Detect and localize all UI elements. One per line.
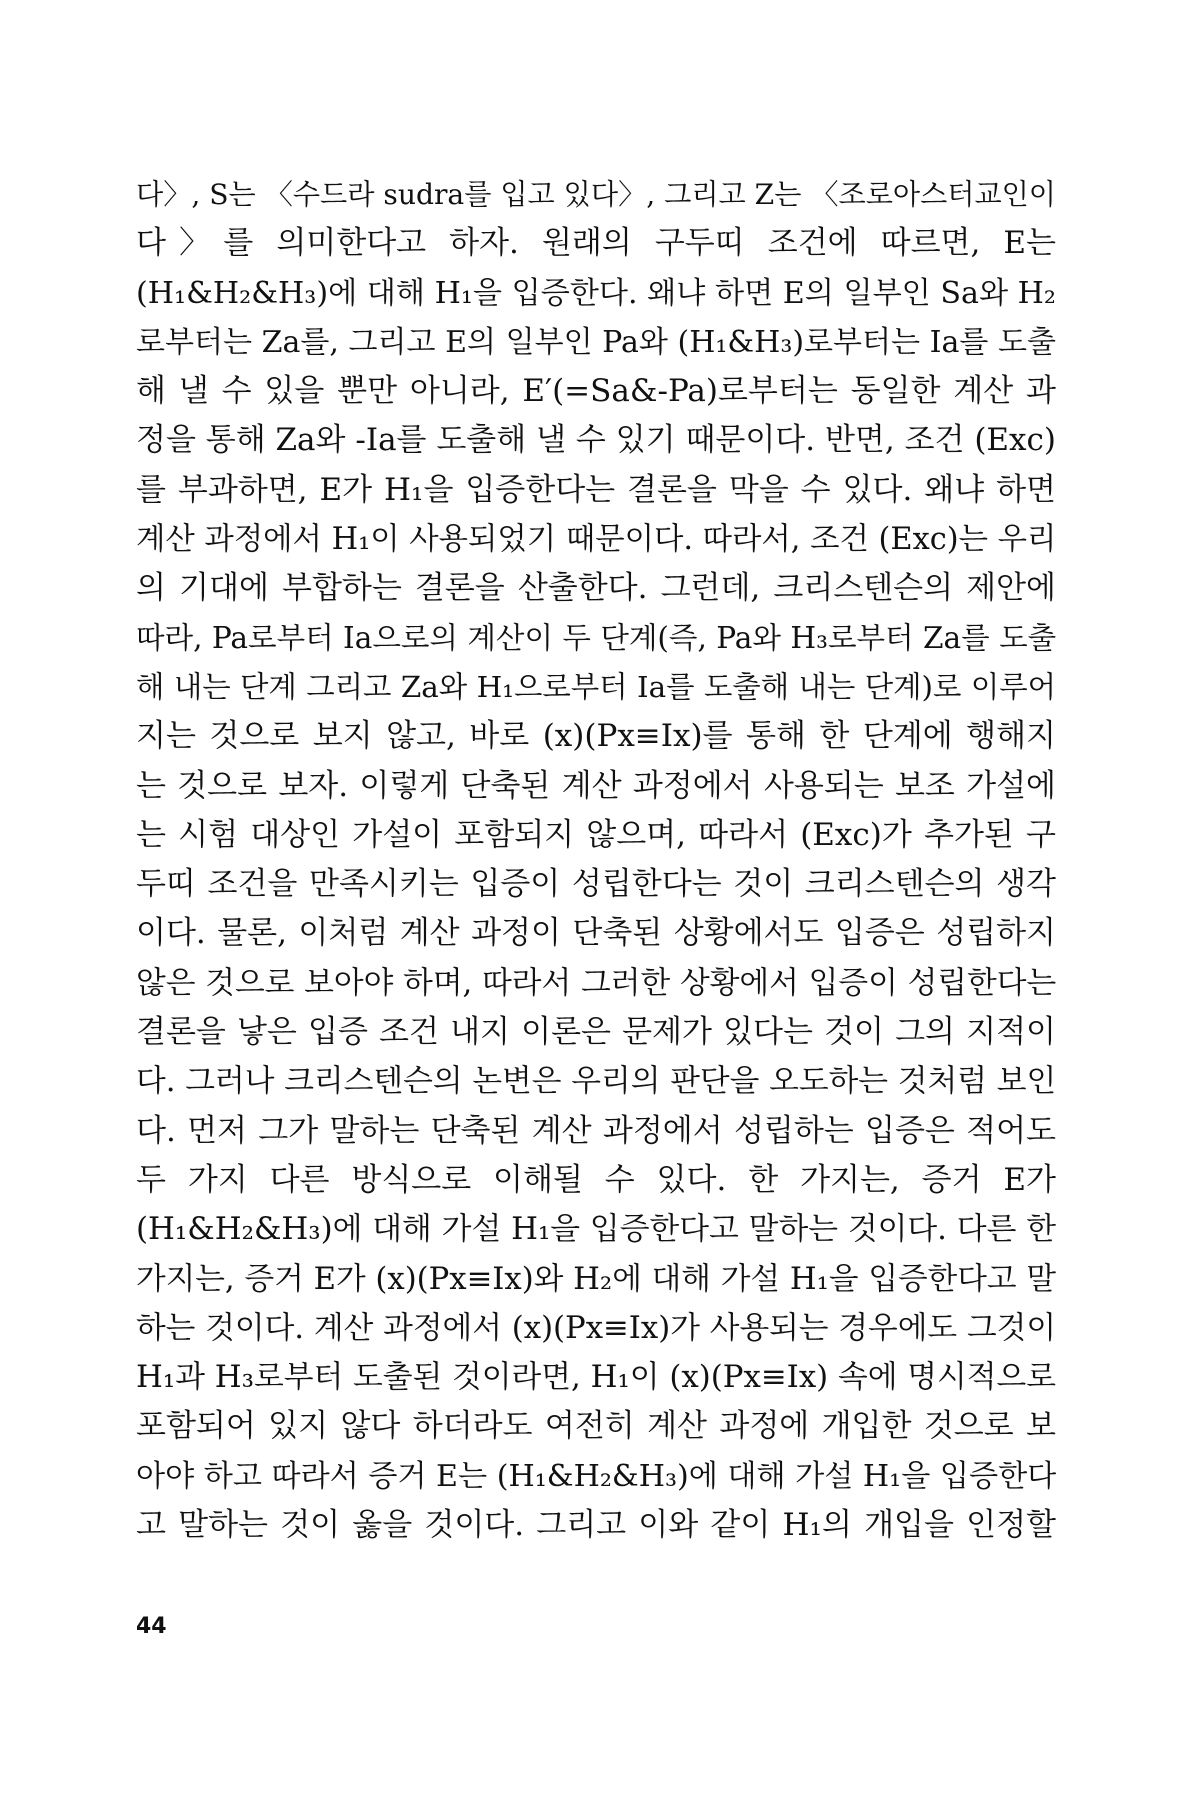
text-line: 포함되어 있지 않다 하더라도 여전히 계산 과정에 개입한 것으로 보	[136, 1408, 1056, 1445]
text-line: (H₁&H₂&H₃)에 대해 가설 H₁을 입증한다고 말하는 것이다. 다른 한	[136, 1211, 1056, 1248]
text-line: 다. 먼저 그가 말하는 단축된 계산 과정에서 성립하는 입증은 적어도	[136, 1112, 1056, 1149]
text-line: 고 말하는 것이 옳을 것이다. 그리고 이와 같이 H₁의 개입을 인정할	[136, 1507, 1056, 1544]
text-line: 결론을 낳은 입증 조건 내지 이론은 문제가 있다는 것이 그의 지적이	[136, 1014, 1056, 1051]
text-line: 두띠 조건을 만족시키는 입증이 성립한다는 것이 크리스텐슨의 생각	[136, 866, 1056, 903]
text-line: 아야 하고 따라서 증거 E는 (H₁&H₂&H₃)에 대해 가설 H₁을 입증한다	[136, 1458, 1057, 1494]
text-line: 로부터는 Za를, 그리고 E의 일부인 Pa와 (H₁&H₃)로부터는 Ia를 도출	[136, 324, 1056, 360]
text-line: 해 내는 단계 그리고 Za와 H₁으로부터 Ia를 도출해 내는 단계)로 이루어	[136, 669, 1056, 704]
text-line: (H₁&H₂&H₃)에 대해 H₁을 입증한다. 왜냐 하면 E의 일부인 Sa와 H₂	[136, 275, 1056, 311]
text-line: 가지는, 증거 E가 (x)(Px≡Ix)와 H₂에 대해 가설 H₁을 입증한다고 말	[136, 1261, 1056, 1297]
text-line: H₁과 H₃로부터 도출된 것이라면, H₁이 (x)(Px≡Ix) 속에 명시적으로	[136, 1359, 1057, 1396]
text-line: 를 부과하면, E가 H₁을 입증한다는 결론을 막을 수 있다. 왜냐 하면	[136, 471, 1056, 508]
text-line: 다〉, S는 〈수드라 sudra를 입고 있다〉, 그리고 Z는 〈조로아스터교인이	[136, 178, 1056, 211]
text-line: 지는 것으로 보지 않고, 바로 (x)(Px≡Ix)를 통해 한 단계에 행해지	[136, 718, 1056, 755]
text-line: 계산 과정에서 H₁이 사용되었기 때문이다. 따라서, 조건 (Exc)는 우리	[136, 522, 1057, 558]
text-line: 의 기대에 부합하는 결론을 산출한다. 그런데, 크리스텐슨의 제안에	[136, 570, 1056, 607]
text-line: 따라, Pa로부터 Ia으로의 계산이 두 단계(즉, Pa와 H₃로부터 Za를 도출	[136, 620, 1057, 655]
text-line: 는 시험 대상인 가설이 포함되지 않으며, 따라서 (Exc)가 추가된 구	[136, 816, 1056, 853]
page-number: 44	[136, 1614, 167, 1639]
text-line: 다〉를 의미한다고 하자. 원래의 구두띠 조건에 따르면, E는	[136, 225, 1056, 262]
text-line: 해 낼 수 있을 뿐만 아니라, E′(=Sa&-Pa)로부터는 동일한 계산 과	[136, 373, 1056, 410]
text-line: 이다. 물론, 이처럼 계산 과정이 단축된 상황에서도 입증은 성립하지	[136, 915, 1056, 952]
text-line: 정을 통해 Za와 -Ia를 도출해 낼 수 있기 때문이다. 반면, 조건 (Exc)	[136, 422, 1056, 459]
text-line: 다. 그러나 크리스텐슨의 논변은 우리의 판단을 오도하는 것처럼 보인	[136, 1063, 1057, 1100]
text-line: 두 가지 다른 방식으로 이해될 수 있다. 한 가지는, 증거 E가	[136, 1161, 1056, 1198]
text-line: 는 것으로 보자. 이렇게 단축된 계산 과정에서 사용되는 보조 가설에	[136, 767, 1056, 804]
body-text	[136, 170, 1056, 1550]
text-line: 하는 것이다. 계산 과정에서 (x)(Px≡Ix)가 사용되는 경우에도 그것이	[136, 1309, 1056, 1346]
text-line: 않은 것으로 보아야 하며, 따라서 그러한 상황에서 입증이 성립한다는	[136, 964, 1057, 1001]
